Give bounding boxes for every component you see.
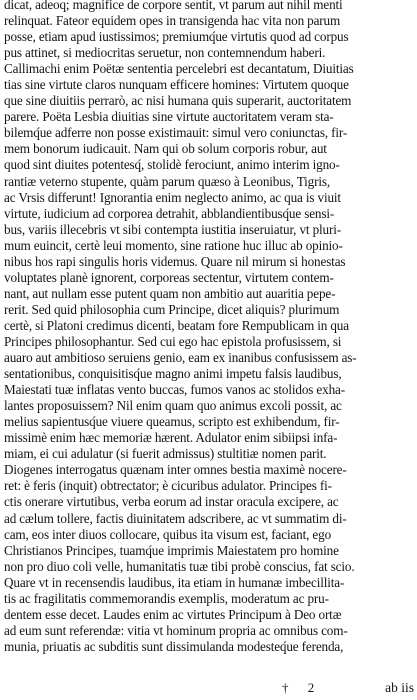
text-line: ac Vrsis differunt! Ignorantia enim neglecto animo, ac qua is viuit (4, 189, 341, 205)
text-line: dicat, adeoq; magnifice de corpore sentit, vt parum aut nihil menti (4, 0, 343, 12)
text-line: tias sine virtute claros nunquam efficere homines: Virtutem quoque (4, 77, 349, 93)
text-line: missimè enim hæc memoriæ hærent. Adulator enim sibiipsi infa- (4, 430, 338, 446)
text-line: voluptates planè ignorent, corporeas sectentur, virtutem contem- (4, 269, 334, 285)
page-footer (0, 678, 417, 698)
text-line: mum euincit, certè leui momento, sine ratione huc illuc ab opinio- (4, 237, 343, 253)
text-line: cam, eos inter diuos collocare, quibus ita visum est, faciant, ego (4, 526, 332, 542)
text-line: rerit. Sed quid philosophia cum Principe, dicet aliquis? plurimum (4, 301, 340, 317)
text-line: Quare vt in recensendis laudibus, ita etiam in humanæ imbecillita- (4, 574, 345, 590)
text-line: bus, variis illecebris vt sibi contempta iustitia inseruiatur, vt pluri- (4, 221, 341, 237)
text-line: tis ac fragilitatis commemorandis exemplis, moderatum ac pru- (4, 590, 329, 606)
text-line: quod sint diuites potentesq́, stolidè ferociunt, animo interim igno- (4, 157, 340, 173)
text-line: Principes philosophantur. Sed cui ego hac epistola profusissem, si (4, 333, 342, 349)
signature-mark: † 2 (282, 680, 323, 695)
text-line: virtute, iudicium ad corporea detrahit, abblandientibusq́ue sensi- (4, 205, 335, 221)
text-line: certè, si Platoni credimus dicenti, beatam fore Rempublicam in qua (4, 317, 349, 333)
text-line: parere. Poëta Lesbia diuitias sine virtute auctoritatem veram sta- (4, 109, 334, 125)
text-line: Maiestati tuæ inflatas vento buccas, fumos vanos ac stolidos exha- (4, 382, 345, 398)
text-line: non pro diuo coli velle, humanitatis tuæ tibi probè conscius, fat scio. (4, 558, 355, 574)
text-line: mem bonorum iudicauit. Nam qui ob solum corporis robur, aut (4, 141, 327, 157)
text-line: ret: è feris (inquit) obtrectator; è cicuribus adulator. Principes fi- (4, 478, 332, 494)
text-line: ctis onerare virtutibus, verba eorum ad instar oracula excipere, ac (4, 494, 339, 510)
text-line: ad eum sunt referendæ: vitia vt hominum propria ac omnibus com- (4, 622, 348, 638)
text-line: rantiæ veterno stupente, quàm parum quæso à Leonibus, Tigris, (4, 173, 330, 189)
text-line: miam, ei cui adulatur (si fuerit admissus) stultitiæ nomen parit. (4, 446, 327, 462)
text-line: bilemq́ue adferre non posse existimauit: simul vero coniunctas, fir- (4, 125, 348, 141)
text-line: Christianos Principes, tuamq́ue imprimis Maiestatem pro homine (4, 542, 339, 558)
catchword: ab iis (385, 680, 414, 695)
text-line: auaro aut ambitioso seruiens genio, eam ex inanibus confusissem as- (4, 350, 357, 366)
text-block (4, 0, 414, 655)
text-line: nibus hos rapi singulis horis videmus. Quare nil mirum si honestas (4, 253, 346, 269)
text-line: dentem esse decet. Laudes enim ac virtutes Principum à Deo ortæ (4, 606, 342, 622)
text-line: relinquat. Fateor equidem opes in transigenda hac vita non parum (4, 13, 341, 29)
text-line: melius sapientusq́ue viuere queamus, scripto est exhibendum, fir- (4, 414, 340, 430)
text-line: Diogenes interrogatus quænam inter omnes bestia maximè nocere- (4, 462, 347, 478)
text-line: nant, aut nullam esse putent quam non ambitio aut auaritia pepe- (4, 285, 336, 301)
text-line: ad cælum tollere, factis diuinitatem adscribere, ac vt summatim di- (4, 510, 347, 526)
text-line: munia, priuatis ac subditis sunt dissimulanda modesteq́ue ferenda, (4, 638, 344, 654)
text-line: pus attinet, si mediocritas seruetur, non contemnendum haberi. (4, 45, 326, 61)
text-line: que sine diuitiis perrarò, ac nisi humana quis superarit, auctoritatem (4, 93, 352, 109)
text-line: sentationibus, conquisitisq́ue magno animi impetu falsis laudibus, (4, 366, 342, 382)
text-line: Callimachi enim Poëtæ sententia percelebri est decantatum, Diuitias (4, 61, 354, 77)
text-line: posse, etiam apud iustissimos; premiumq́ue virtutis quod ad corpus (4, 29, 349, 45)
text-line: lantes proposuissem? Nil enim quam quo animus excoli possit, ac (4, 398, 342, 414)
